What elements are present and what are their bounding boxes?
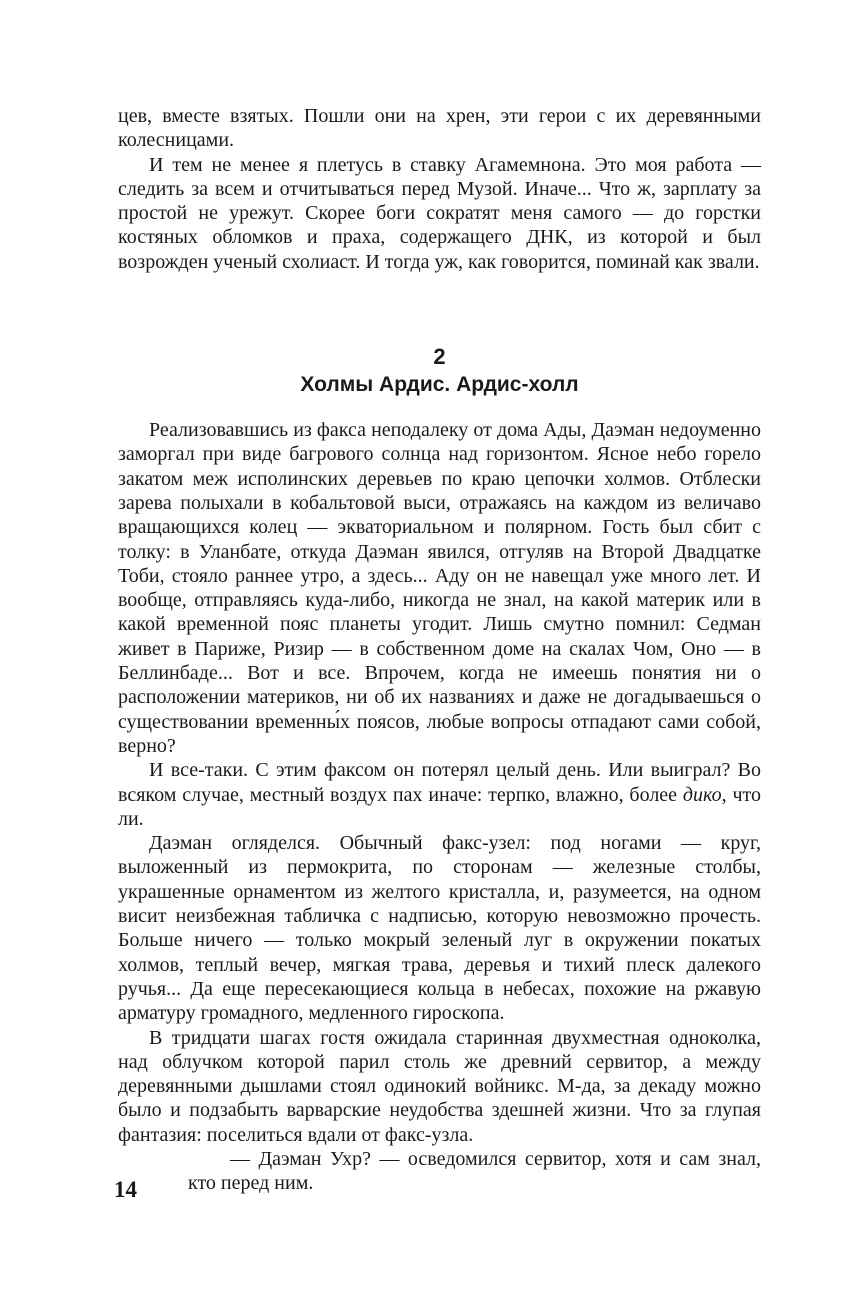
chapter-paragraph-2 [118,758,761,831]
chapter-paragraph-1: Реализовавшись из факса неподалеку от дома Ады, Даэман недоуменно заморгал при виде багрового солнца над горизонтом. Ясное небо горело закатом меж исполинских деревьев по краю цепочки холмов. Отблески зарева полыхали в кобальтовой выси, отражаясь на каждом из величаво вращающихся колец — экваториальном и полярном. Гость был сбит с толку: в Уланбате, откуда Даэман явился, отгуляв на Второй Двадцатке Тоби, стояло раннее утро, а здесь... Аду он не навещал уже много лет. И вообще, отправляясь куда-либо, никогда не знал, на какой материк или в какой временной пояс планеты угодит. Лишь смутно помнил: Седман живет в Париже, Ризир — в собственном доме на скалах Чом, Оно — в Беллинбаде... Вот и все. Впрочем, когда не имеешь понятия ни о расположении материков, ни об их названиях и даже не догадываешься о существовании временны́х поясов, любые вопросы отпадают сами собой, верно? [118,419,761,757]
chapter-paragraph-3: Даэман огляделся. Обычный факс-узел: под ногами — круг, выложенный из пермокрита, по сторонам — железные столбы, украшенные орнаментом из желтого кристалла, и, разумеется, на одном висит неизбежная табличка с надписью, которую невозможно прочесть. Больше ничего — только мокрый зеленый луг в окружении покатых холмов, теплый вечер, мягкая трава, деревья и тихий плеск далекого ручья... Да еще пересекающиеся кольца в небесах, похожие на ржавую арматуру громадного, медленного гироскопа. [118,832,761,1025]
intro-paragraph-1: цев, вместе взятых. Пошли они на хрен, эти герои с их деревянными колесницами. [118,105,761,152]
chapter-paragraph-4: В тридцати шагах гостя ожидала старинная двухместная одноколка, над облучком которой парил столь же древний сервитор, а между деревянными дышлами стоял одинокий войникс. М-да, за декаду можно было и подзабыть варварские неудобства здешней жизни. Что за глупая фантазия: поселиться вдали от факс-узла. [118,1026,761,1146]
book-page [118,104,761,1196]
chapter-number: 2 [433,344,446,370]
chapter-paragraph-2-text: И все-таки. С этим факсом он потерял целый день. Или выиграл? Во всяком случае, местный воздух пах иначе: терпко, влажно, более [118,759,761,806]
chapter-paragraph-5: — Даэман Ухр? — осведомился сервитор, хотя и сам знал, кто перед ним. [188,1147,761,1195]
intro-paragraph-2: И тем не менее я плетусь в ставку Агамемнона. Это моя работа — следить за всем и отчитываться перед Музой. Иначе... Что ж, зарплату за простой не урежут. Скорее боги сократят меня самого — до горстки костяных обломков и праха, содержащего ДНК, из которой и был возрожден ученый схолиаст. И тогда уж, как говорится, поминай как звали. [118,153,761,273]
page-number: 14 [114,1177,137,1202]
chapter-paragraph-2-tail: , что ли. [118,783,761,830]
chapter-paragraph-2-italic: дико [682,783,722,806]
chapter-title: Холмы Ардис. Ардис-холл [300,373,579,397]
